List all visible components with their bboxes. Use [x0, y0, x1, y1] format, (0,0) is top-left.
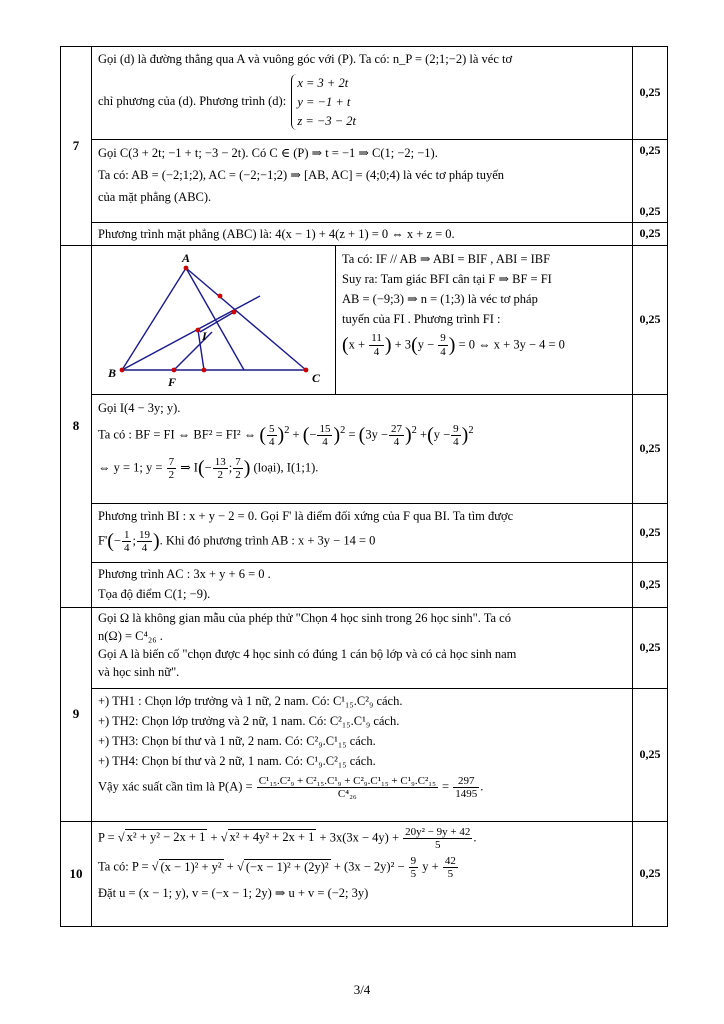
- table-row: [61, 563, 668, 608]
- score-cell: 0,25: [633, 395, 668, 504]
- point-i: [196, 328, 201, 333]
- q8-step4: [92, 563, 633, 608]
- eq-part: y −: [417, 336, 435, 351]
- score-cell: 0,25: [633, 504, 668, 563]
- q7-step3: [92, 223, 633, 246]
- numerator: 27: [391, 423, 402, 436]
- edge-ac: [186, 268, 306, 370]
- table-row: [61, 223, 668, 246]
- numerator: 19: [138, 529, 150, 542]
- q9-text: +) TH4: Chọn bí thư và 2 nữ, 1 nam. Có: C¹₉.C²₁₅ cách.: [98, 754, 376, 769]
- numerator: 13: [214, 456, 226, 469]
- q8-text: tuyến của FI . Phương trình FI :: [342, 312, 501, 327]
- fraction: [213, 456, 228, 481]
- fraction: [389, 423, 404, 448]
- eq-part: + 3: [394, 336, 412, 351]
- q8-text: Suy ra: Tam giác BFI cân tại F ⇒ BF = FI: [342, 272, 552, 287]
- table-row: [61, 689, 668, 822]
- point-f: [172, 368, 177, 373]
- q8-step2: [92, 395, 633, 504]
- point-c: [304, 368, 309, 373]
- eq-part: y +: [422, 859, 439, 874]
- question-number: 9: [61, 608, 92, 822]
- edge-ab: [122, 268, 186, 370]
- q7-text: của mặt phẳng (ABC).: [98, 190, 212, 205]
- question-number: 10: [61, 822, 92, 927]
- q7-text: Gọi (d) là đường thẳng qua A và vuông góc với (P). Ta có: n_P = (2;1;−2) là véc tơ: [98, 52, 513, 66]
- fraction: [409, 855, 419, 880]
- point-b: [120, 368, 125, 373]
- fraction: [403, 826, 472, 851]
- numerator: 9: [410, 855, 417, 868]
- label-c: C: [312, 371, 321, 385]
- eq-part: ⇒ I: [180, 460, 198, 475]
- sqrt-term: x² + y² − 2x + 1: [126, 830, 206, 845]
- fraction: [443, 855, 458, 880]
- table-row: [61, 504, 668, 563]
- q9-text: Gọi Ω là không gian mẫu của phép thử "Chọn 4 học sinh trong 26 học sinh". Ta có: [98, 611, 511, 625]
- score-cell: 0,25: [633, 246, 668, 395]
- solution-line: ⇔ y = 1; y = $\frac{7}{2}$ ⇒ I(− $\frac{13}{2}$ ; $\frac{7}{2}$ ) (loại), I(1;1).: [98, 456, 319, 482]
- q8-step1-text: [336, 246, 632, 394]
- eq-part: Ta có : BF = FI ⇔ BF² = FI² ⇔: [98, 427, 257, 442]
- fraction: [453, 775, 479, 800]
- system-line: x = 3 + 2t: [297, 76, 349, 91]
- denominator: 2: [235, 469, 241, 482]
- eq-part: =: [442, 778, 450, 793]
- p-rewrite: Ta có: P = √ (x − 1)² + y² + √ (−x − 1)² + (2y)² + (3x − 2y)² − $\frac{9}{5}$ y + $\frac{42}{5}$: [98, 855, 456, 881]
- q8-step3: [92, 504, 633, 563]
- denominator: C⁴₂₆: [337, 787, 357, 800]
- fraction: [451, 423, 461, 448]
- q7-text: Ta có: AB = (−2;1;2), AC = (−2;−1;2) ⇒ [AB, AC] = (4;0;4) là véc tơ pháp tuyến: [98, 168, 505, 183]
- q9-text: n(Ω) = C⁴₂₆ .: [98, 629, 163, 644]
- q9-text: Gọi A là biến cố "chọn được 4 học sinh có đúng 1 cán bộ lớp và có cả học sinh nam: [98, 647, 517, 662]
- point: [202, 368, 207, 373]
- numerator: 9: [453, 423, 459, 436]
- eq-part: (loại), I(1;1).: [253, 460, 319, 475]
- q9-step2: [92, 689, 633, 822]
- eq-part: ⇔ y = 1; y =: [98, 460, 163, 475]
- sqrt-term: (x − 1)² + y²: [160, 859, 222, 874]
- table-row: [61, 246, 668, 395]
- q7-text: Phương trình mặt phẳng (ABC) là: 4(x − 1) + 4(z + 1) = 0 ⇔ x + z = 0.: [98, 227, 455, 241]
- sqrt-term: x² + 4y² + 2x + 1: [229, 830, 315, 845]
- score-cell: 0,25: [633, 689, 668, 822]
- fraction: [122, 529, 132, 554]
- fraction: [233, 456, 243, 481]
- score-cell: 0,25: [633, 822, 668, 927]
- eq-part: P =: [98, 830, 115, 845]
- fraction: [267, 423, 277, 448]
- denominator: 1495: [455, 787, 478, 800]
- numerator: 297: [453, 775, 479, 788]
- q8-text: Gọi I(4 − 3y; y).: [98, 401, 181, 415]
- answer-table: [60, 46, 668, 927]
- eq-part: +: [210, 830, 218, 845]
- eq-part: = 0 ⇔ x + 3y − 4 = 0: [458, 336, 565, 351]
- eq-part: +: [292, 427, 300, 442]
- q7-text: Gọi C(3 + 2t; −1 + t; −3 − 2t). Có C ∈ (P) ⇒ t = −1 ⇒ C(1; −2; −1).: [98, 146, 438, 160]
- fi-equation: (x + $\frac{11}{4}$ ) + 3(y − $\frac{9}{4}$ ) = 0 ⇔ x + 3y − 4 = 0: [342, 332, 565, 358]
- score-cell: 0,25: [633, 223, 668, 246]
- denominator: 4: [141, 542, 148, 555]
- q10-text: Đặt u = (x − 1; y), v = (−x − 1; 2y) ⇒ u + v = (−2; 3y): [98, 886, 369, 901]
- q8-text: Ta có: IF // AB ⇒ ABI = BIF , ABI = IBF: [342, 252, 551, 266]
- q7-text: chỉ phương của (d). Phương trình (d):: [98, 94, 287, 109]
- numerator: 11: [371, 332, 382, 345]
- triangle-figure: [92, 246, 336, 394]
- label-f: F: [168, 375, 177, 389]
- numerator: 20y² − 9y + 42: [405, 826, 471, 838]
- table-row: [61, 47, 668, 140]
- f-prime-line: F'(− $\frac{1}{4}$ ; $\frac{19}{4}$ ). Khi đó phương trình AB : x + 3y − 14 = 0: [98, 529, 376, 555]
- question-number: 8: [61, 246, 92, 608]
- numerator: 7: [168, 456, 175, 469]
- fraction: [167, 456, 177, 481]
- eq-part: + (3x − 2y)² −: [333, 859, 405, 874]
- eq-part: Ta có: P =: [98, 859, 149, 874]
- q9-text: +) TH1 : Chọn lớp trưởng và 1 nữ, 2 nam. Có: C¹₁₅.C²₉ cách.: [98, 694, 403, 708]
- score-cell: 0,25: [633, 608, 668, 689]
- q8-text: AB = (−9;3) ⇒ n = (1;3) là véc tơ pháp: [342, 292, 538, 307]
- denominator: 4: [393, 436, 400, 449]
- q8-step1: [92, 246, 633, 395]
- fraction: [257, 775, 438, 800]
- sqrt-term: (−x − 1)² + (2y)²: [245, 859, 329, 874]
- numerator: 15: [319, 423, 331, 436]
- q10-step1: [92, 822, 633, 927]
- q8-text: Phương trình BI : x + y − 2 = 0. Gọi F' là điểm đối xứng của F qua BI. Ta tìm được: [98, 509, 514, 523]
- label-b: B: [108, 366, 117, 380]
- triangle-diagram: [92, 246, 335, 394]
- eq-part: y −: [433, 427, 451, 442]
- table-row: [61, 822, 668, 927]
- denominator: 2: [168, 469, 175, 482]
- numerator: 7: [235, 456, 241, 469]
- fraction: [137, 529, 152, 554]
- q7-step2: [92, 140, 633, 223]
- page-number: 3/4: [353, 982, 371, 997]
- denominator: 4: [123, 542, 130, 555]
- label-a: A: [182, 251, 191, 265]
- fraction: [438, 332, 448, 357]
- p-definition: P = √ x² + y² − 2x + 1 + √ x² + 4y² + 2x + 1 + 3x(3x − 4y) + $\frac{\text{20y² − 9y + 42}}{5}$ .: [98, 826, 477, 852]
- denominator: 4: [322, 436, 328, 449]
- probability-line: Vậy xác suất cần tìm là P(A) = $\frac{\text{C¹₁₅.C²₉ + C²₁₅.C¹₉ + C²₉.C¹₁₅ + C¹₉.C²₁₅}}{\text{C⁴₂₆}}$ = $\frac{297}{1495}$ .: [98, 774, 484, 800]
- denominator: 5: [435, 839, 441, 852]
- table-row: [61, 608, 668, 689]
- q9-text: +) TH3: Chọn bí thư và 1 nữ, 2 nam. Có: C²₉.C¹₁₅ cách.: [98, 734, 376, 749]
- q9-text: và học sinh nữ".: [98, 665, 180, 680]
- eq-part: =: [348, 427, 356, 442]
- denominator: 4: [373, 345, 380, 358]
- q9-text: +) TH2: Chọn lớp trưởng và 2 nữ, 1 nam. Có: C²₁₅.C¹₉ cách.: [98, 714, 400, 729]
- point: [232, 310, 237, 315]
- denominator: 4: [440, 345, 446, 358]
- point: [218, 294, 223, 299]
- numerator: 5: [269, 423, 275, 436]
- label-i: I: [202, 329, 207, 343]
- bf-fi-equation: Ta có : BF = FI ⇔ BF² = FI² ⇔ ( $\frac{5}{4}$ )$^2$ + (− $\frac{15}{4}$ )$^2$ = (3y − $\frac{27}{4}$ )$^2$ +(y − $\frac{9}{4}$ )$^2$: [98, 423, 474, 449]
- denominator: 4: [453, 436, 459, 449]
- denominator: 2: [217, 469, 223, 482]
- numerator: 9: [440, 332, 446, 345]
- score-value: 0,25: [639, 143, 661, 157]
- denominator: 5: [410, 868, 417, 881]
- eq-part: F': [98, 533, 108, 548]
- parametric-system: [291, 74, 356, 130]
- question-number: 7: [61, 47, 92, 246]
- score-cell: [633, 140, 668, 223]
- fraction: [317, 423, 332, 448]
- eq-part: + 3x(3x − 4y) +: [319, 830, 400, 845]
- score-cell: 0,25: [633, 47, 668, 140]
- numerator: 1: [123, 529, 130, 542]
- fraction: [369, 332, 384, 357]
- score-cell: 0,25: [633, 563, 668, 608]
- line-a-foot: [186, 268, 244, 370]
- q9-step1: [92, 608, 633, 689]
- q8-text: Tọa độ điểm C(1; −9).: [98, 587, 211, 602]
- table-row: [61, 395, 668, 504]
- system-line: z = −3 − 2t: [297, 113, 356, 128]
- score-value: 0,25: [639, 203, 661, 218]
- denominator: 5: [447, 868, 454, 881]
- line-bi: [122, 296, 260, 370]
- eq-part: Vậy xác suất cần tìm là P(A) =: [98, 778, 253, 793]
- q8-text: Phương trình AC : 3x + y + 6 = 0 .: [98, 567, 271, 581]
- numerator: 42: [444, 855, 456, 868]
- eq-part: 3y −: [365, 427, 388, 442]
- table-row: [61, 140, 668, 223]
- q7-step1: [92, 47, 633, 140]
- eq-part: x +: [348, 336, 366, 351]
- numerator: C¹₁₅.C²₉ + C²₁₅.C¹₉ + C²₉.C¹₁₅ + C¹₉.C²₁₅: [258, 774, 436, 787]
- system-line: y = −1 + t: [297, 94, 351, 109]
- denominator: 4: [269, 436, 275, 449]
- point-a: [184, 266, 189, 271]
- eq-part: . Khi đó phương trình AB : x + 3y − 14 = 0: [159, 533, 376, 548]
